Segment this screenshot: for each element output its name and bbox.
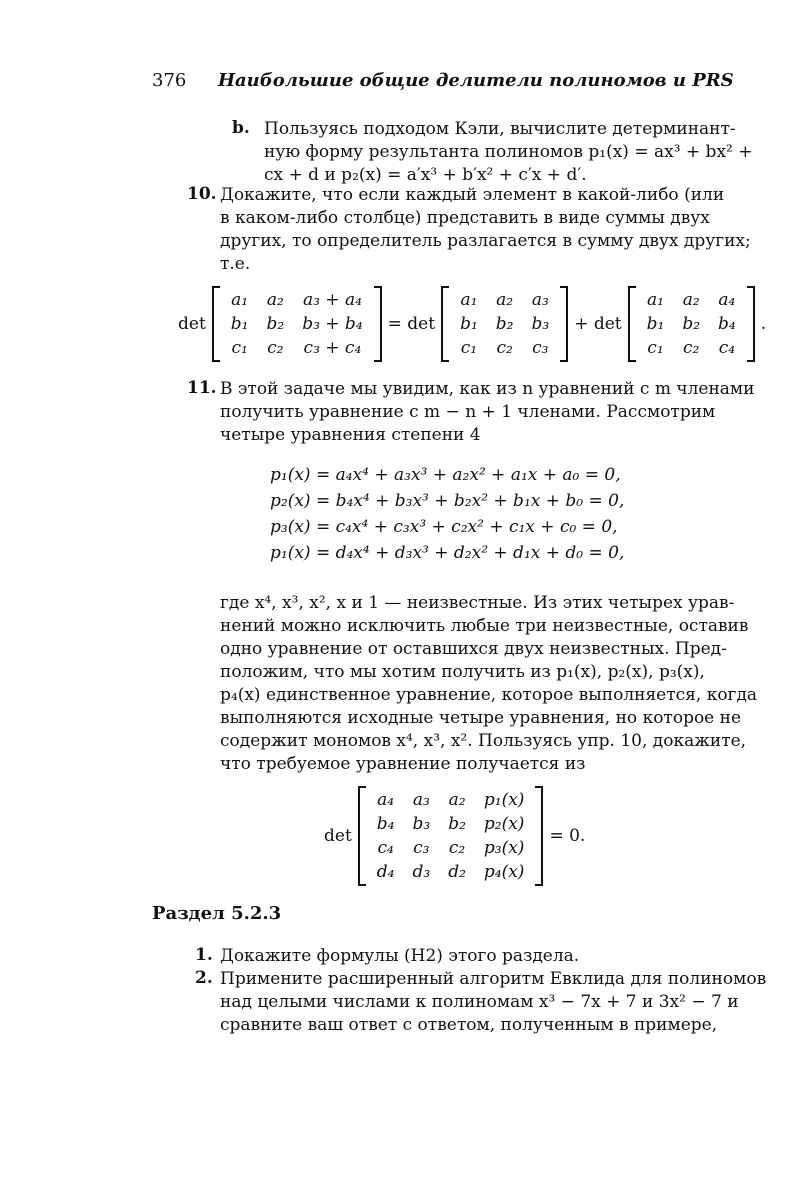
matrix-cell: c₄	[718, 338, 736, 358]
matrix-cell: a₃	[412, 790, 430, 810]
exercise-10-label: 10.	[187, 184, 217, 204]
matrix-cell: b₂	[266, 314, 285, 334]
text-line: т.е.	[220, 254, 251, 274]
matrix-cell: a₃	[531, 290, 549, 310]
equation: p₂(x) = b₄x⁴ + b₃x³ + b₂x² + b₁x + b₀ = 0,	[270, 491, 625, 511]
text-line: где x⁴, x³, x², x и 1 — неизвестные. Из этих четырех урав-	[220, 593, 735, 613]
matrix-cell: a₂	[496, 290, 514, 310]
text-line: cx + d и p₂(x) = a′x³ + b′x² + c′x + d′.	[264, 165, 587, 185]
matrix-cell: b₁	[646, 314, 665, 334]
text-line: сравните ваш ответ с ответом, полученным в примере,	[220, 1015, 718, 1035]
page-number: 376	[152, 70, 187, 91]
matrix-cell: b₃ + b₄	[302, 314, 363, 334]
equation-system	[270, 462, 624, 566]
text-line: в каком-либо столбце) представить в виде суммы двух	[220, 208, 710, 228]
matrix-cell: c₁	[460, 338, 478, 358]
exercise-11-text	[220, 378, 755, 447]
text-line: p₄(x) единственное уравнение, которое выполняется, когда	[220, 685, 758, 705]
matrix-cell: d₃	[412, 862, 431, 882]
matrix-cell: p₂(x)	[483, 814, 525, 834]
running-title: Наибольшие общие делители полиномов и PRS	[218, 70, 734, 91]
text-line: получить уравнение с m − n + 1 членами. Рассмотрим	[220, 402, 716, 422]
matrix-cell: d₂	[448, 862, 466, 882]
text-line: Примените расширенный алгоритм Евклида для полиномов	[220, 969, 767, 989]
text-line: ную форму результанта полиномов p₁(x) = ax³ + bx² +	[264, 142, 753, 162]
equation: p₃(x) = c₄x⁴ + c₃x³ + c₂x² + c₁x + c₀ = 0,	[270, 517, 618, 537]
section-item-1-text	[220, 945, 748, 968]
matrix-cell: d₄	[376, 862, 395, 882]
matrix-cell: b₁	[230, 314, 249, 334]
matrix-cell: b₂	[682, 314, 701, 334]
matrix-cell: a₂	[682, 290, 700, 310]
text-line: что требуемое уравнение получается из	[220, 754, 586, 774]
det-operator: det	[324, 826, 352, 846]
matrix-cell: a₂	[266, 290, 284, 310]
period: .	[760, 314, 767, 334]
text-line: выполняются исходные четыре уравнения, но которое не	[220, 708, 742, 728]
det-operator: det	[178, 314, 206, 334]
section-item-2-label: 2.	[195, 968, 213, 988]
matrix-cell: c₃	[532, 338, 549, 358]
text-line: нений можно исключить любые три неизвестные, оставив	[220, 616, 749, 636]
item-b-label: b.	[232, 118, 250, 138]
equals-zero: = 0.	[549, 826, 586, 846]
matrix-cell: c₁	[231, 338, 248, 358]
matrix-cell: c₂	[683, 338, 700, 358]
matrix-4x4	[358, 786, 544, 886]
matrix-cell: p₁(x)	[483, 790, 525, 810]
matrix-cell: a₄	[377, 790, 395, 810]
text-line: Докажите формулы (Н2) этого раздела.	[220, 946, 580, 966]
matrix-cell: b₃	[412, 814, 431, 834]
determinant-equation	[318, 786, 591, 886]
matrix-cell: c₄	[377, 838, 394, 858]
matrix-cell: c₂	[267, 338, 284, 358]
matrix-cell: b₃	[531, 314, 550, 334]
text-line: содержит мономов x⁴, x³, x². Пользуясь упр. 10, докажите,	[220, 731, 747, 751]
item-b-text	[264, 118, 753, 187]
text-line: четыре уравнения степени 4	[220, 425, 481, 445]
matrix-cell: c₂	[448, 838, 466, 858]
matrix-cell: b₂	[495, 314, 514, 334]
text-line: одно уравнение от оставшихся двух неизвестных. Пред-	[220, 639, 727, 659]
text-line: Докажите, что если каждый элемент в какой-либо (или	[220, 185, 725, 205]
matrix-cell: p₃(x)	[483, 838, 525, 858]
matrix-cell: a₁	[460, 290, 478, 310]
exercise-11-continuation	[220, 592, 758, 776]
matrix-cell: b₁	[460, 314, 478, 334]
matrix-cell: c₂	[496, 338, 513, 358]
matrix-rhs-1	[441, 286, 568, 362]
matrix-cell: p₄(x)	[483, 862, 525, 882]
matrix-lhs	[212, 286, 382, 362]
matrix-cell: b₄	[718, 314, 736, 334]
text-line: над целыми числами к полиномам x³ − 7x + 7 и 3x² − 7 и	[220, 992, 739, 1012]
matrix-cell: a₁	[647, 290, 664, 310]
section-item-2-text	[220, 968, 767, 1037]
matrix-cell: a₁	[231, 290, 249, 310]
matrix-cell: b₂	[448, 814, 466, 834]
equation: p₁(x) = d₄x⁴ + d₃x³ + d₂x² + d₁x + d₀ = 0,	[270, 543, 625, 563]
exercise-10-text	[220, 184, 751, 276]
equals-det-operator: = det	[387, 314, 436, 334]
matrix-cell: a₂	[448, 790, 466, 810]
equation: p₁(x) = a₄x⁴ + a₃x³ + a₂x² + a₁x + a₀ = 0,	[270, 465, 621, 485]
matrix-cell: b₄	[376, 814, 395, 834]
matrix-rhs-2	[628, 286, 755, 362]
text-line: Пользуясь подходом Кэли, вычислите детерминант-	[264, 119, 736, 139]
determinant-sum-equation	[172, 286, 772, 362]
matrix-cell: c₃	[413, 838, 430, 858]
matrix-cell: c₃ + c₄	[303, 338, 362, 358]
exercise-11-label: 11.	[187, 378, 217, 398]
matrix-cell: a₄	[718, 290, 736, 310]
text-line: положим, что мы хотим получить из p₁(x), p₂(x), p₃(x),	[220, 662, 705, 682]
plus-det-operator: + det	[574, 314, 622, 334]
text-line: В этой задаче мы увидим, как из n уравнений с m членами	[220, 379, 755, 399]
section-item-1-label: 1.	[195, 945, 213, 965]
matrix-cell: c₁	[647, 338, 664, 358]
section-heading: Раздел 5.2.3	[152, 903, 282, 924]
matrix-cell: a₃ + a₄	[302, 290, 362, 310]
text-line: других, то определитель разлагается в сумму двух других;	[220, 231, 751, 251]
